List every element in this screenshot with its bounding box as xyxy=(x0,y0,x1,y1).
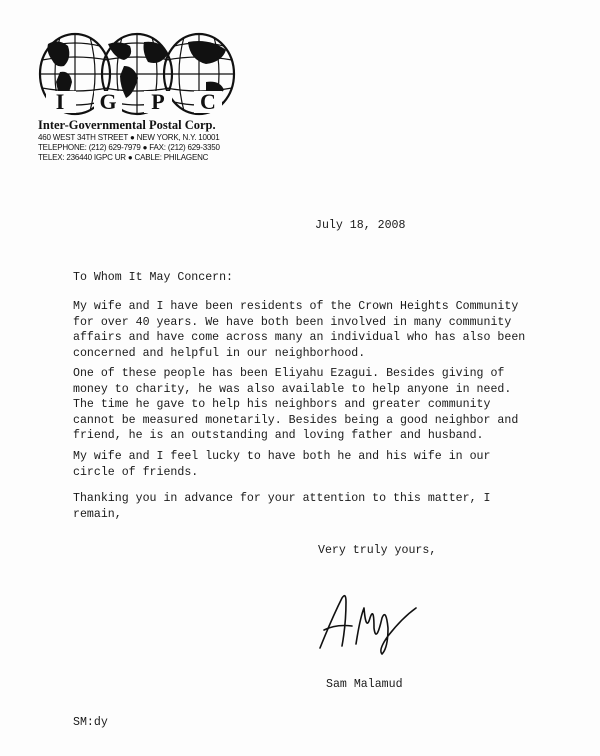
text-line: concerned and helpful in our neighborhood. xyxy=(73,346,366,360)
company-name: Inter-Governmental Postal Corp. xyxy=(38,118,216,132)
company-phone-fax: TELEPHONE: (212) 629-7979 ● FAX: (212) 629-3350 xyxy=(38,143,220,152)
text-line: One of these people has been Eliyahu Ezagui. Besides giving of xyxy=(73,367,505,380)
paragraph-1 xyxy=(73,299,543,361)
letterhead xyxy=(38,118,278,163)
closing: Very truly yours, xyxy=(318,544,437,557)
logo-letter-i: I xyxy=(55,89,65,114)
logo-letter-p: P xyxy=(151,89,165,114)
logo-letter-g: G xyxy=(99,89,117,114)
typist-initials: SM:dy xyxy=(73,716,108,729)
text-line: Thanking you in advance for your attention to this matter, I xyxy=(73,492,491,505)
text-line: circle of friends. xyxy=(73,465,199,479)
igpc-globe-logo xyxy=(38,32,238,116)
text-line: for over 40 years. We have both been involved in many community xyxy=(73,315,512,329)
company-address: 460 WEST 34TH STREET ● NEW YORK, N.Y. 10001 xyxy=(38,133,220,142)
text-line: affairs and have come across many an individual who has also been xyxy=(73,331,526,345)
paragraph-2 xyxy=(73,366,543,444)
logo-letter-c: C xyxy=(200,89,216,114)
company-telex-cable: TELEX: 236440 IGPC UR ● CABLE: PHILAGENC xyxy=(38,153,209,162)
text-line: money to charity, he was also available to help anyone in need. xyxy=(73,382,512,396)
text-line: My wife and I feel lucky to have both he and his wife in our xyxy=(73,450,491,463)
paragraph-4 xyxy=(73,491,543,522)
signer-name: Sam Malamud xyxy=(326,678,403,691)
letter-date: July 18, 2008 xyxy=(315,219,406,232)
salutation: To Whom It May Concern: xyxy=(73,271,234,284)
text-line: The time he gave to help his neighbors and greater community xyxy=(73,398,491,412)
paragraph-3 xyxy=(73,449,543,480)
text-line: My wife and I have been residents of the Crown Heights Community xyxy=(73,300,519,313)
text-line: cannot be measured monetarily. Besides being a good neighbor and xyxy=(73,413,519,427)
handwritten-signature xyxy=(312,588,432,658)
text-line: friend, he is an outstanding and loving father and husband. xyxy=(73,429,484,443)
text-line: remain, xyxy=(73,507,122,521)
